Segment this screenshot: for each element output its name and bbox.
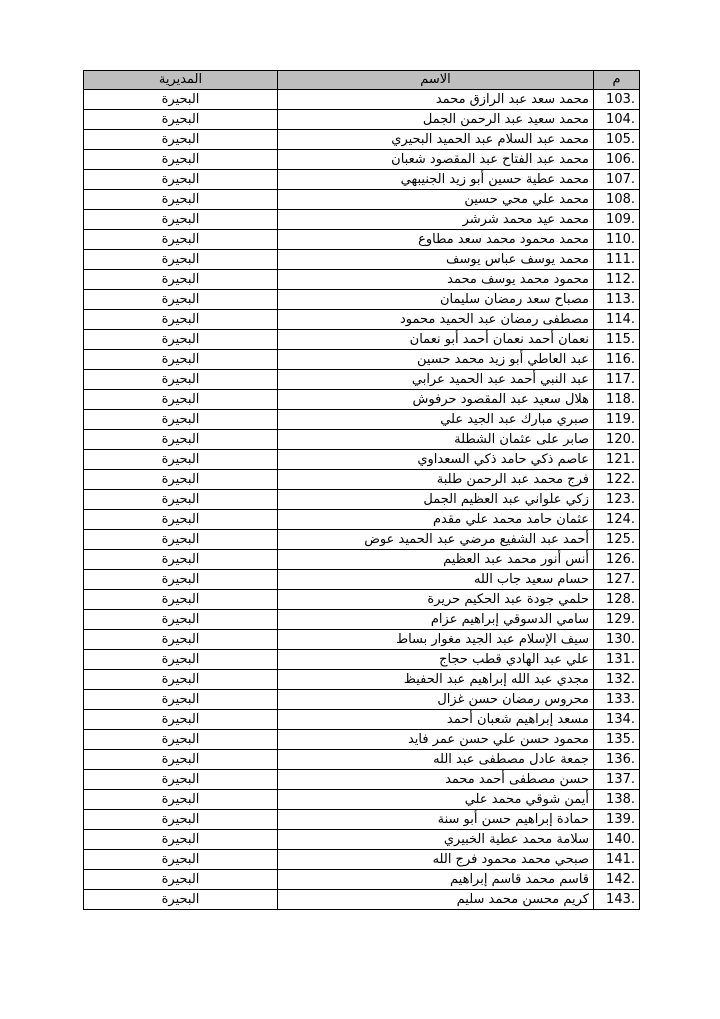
row-directorate: البحيرة: [84, 350, 278, 370]
row-directorate: البحيرة: [84, 550, 278, 570]
row-directorate: البحيرة: [84, 610, 278, 630]
row-name: عثمان حامد محمد علي مقدم: [278, 510, 594, 530]
row-number: 128.: [594, 590, 640, 610]
row-number: 107.: [594, 170, 640, 190]
row-directorate: البحيرة: [84, 490, 278, 510]
table-row: [84, 610, 640, 630]
row-number: 125.: [594, 530, 640, 550]
table-row: [84, 710, 640, 730]
row-name: حسن مصطفى أحمد محمد: [278, 770, 594, 790]
row-name: أحمد عبد الشفيع مرضي عبد الحميد عوض: [278, 530, 594, 550]
row-name: مسعد إبراهيم شعبان أحمد: [278, 710, 594, 730]
row-name: محروس رمضان حسن غزال: [278, 690, 594, 710]
row-name: سلامة محمد عطية الخبيري: [278, 830, 594, 850]
table-row: [84, 230, 640, 250]
table-row: [84, 90, 640, 110]
row-number: 127.: [594, 570, 640, 590]
table-row: [84, 190, 640, 210]
table-row: [84, 550, 640, 570]
row-number: 124.: [594, 510, 640, 530]
row-name: سيف الإسلام عبد الجيد مغوار بساط: [278, 630, 594, 650]
row-directorate: البحيرة: [84, 670, 278, 690]
row-directorate: البحيرة: [84, 470, 278, 490]
row-number: 110.: [594, 230, 640, 250]
table-row: [84, 430, 640, 450]
row-name: صبري مبارك عبد الجيد علي: [278, 410, 594, 430]
header-row: [84, 71, 640, 90]
row-name: عبد النبي أحمد عبد الحميد عرابي: [278, 370, 594, 390]
table-row: [84, 830, 640, 850]
row-name: محمد عبد الفتاح عبد المقصود شعبان: [278, 150, 594, 170]
table-row: [84, 310, 640, 330]
row-name: أيمن شوقي محمد علي: [278, 790, 594, 810]
table-header: [84, 71, 640, 90]
table-row: [84, 370, 640, 390]
row-directorate: البحيرة: [84, 830, 278, 850]
table-row: [84, 870, 640, 890]
table-row: [84, 670, 640, 690]
row-number: 142.: [594, 870, 640, 890]
row-name: عاصم ذكي حامد ذكي السعداوي: [278, 450, 594, 470]
row-number: 139.: [594, 810, 640, 830]
row-name: جمعة عادل مصطفى عبد الله: [278, 750, 594, 770]
row-directorate: البحيرة: [84, 430, 278, 450]
row-name: محمود محمد يوسف محمد: [278, 270, 594, 290]
row-name: حلمي جودة عبد الحكيم حريرة: [278, 590, 594, 610]
row-directorate: البحيرة: [84, 590, 278, 610]
row-number: 121.: [594, 450, 640, 470]
row-directorate: البحيرة: [84, 250, 278, 270]
row-name: محمد عبد السلام عبد الحميد البحيري: [278, 130, 594, 150]
row-directorate: البحيرة: [84, 390, 278, 410]
row-name: محمد سعيد عبد الرحمن الجمل: [278, 110, 594, 130]
row-name: مصباح سعد رمضان سليمان: [278, 290, 594, 310]
row-name: مجدي عبد الله إبراهيم عبد الحفيظ: [278, 670, 594, 690]
row-number: 132.: [594, 670, 640, 690]
row-number: 111.: [594, 250, 640, 270]
row-name: كريم محسن محمد سليم: [278, 890, 594, 910]
row-directorate: البحيرة: [84, 210, 278, 230]
row-number: 122.: [594, 470, 640, 490]
row-name: محمد سعد عبد الرازق محمد: [278, 90, 594, 110]
table-row: [84, 890, 640, 910]
row-number: 141.: [594, 850, 640, 870]
row-number: 131.: [594, 650, 640, 670]
row-number: 120.: [594, 430, 640, 450]
table-row: [84, 390, 640, 410]
row-directorate: البحيرة: [84, 750, 278, 770]
row-number: 106.: [594, 150, 640, 170]
table-row: [84, 530, 640, 550]
table-row: [84, 110, 640, 130]
row-directorate: البحيرة: [84, 890, 278, 910]
row-number: 108.: [594, 190, 640, 210]
roster-table: [83, 70, 640, 910]
row-number: 130.: [594, 630, 640, 650]
row-directorate: البحيرة: [84, 370, 278, 390]
row-number: 112.: [594, 270, 640, 290]
row-name: حسام سعيد جاب الله: [278, 570, 594, 590]
row-number: 109.: [594, 210, 640, 230]
table-row: [84, 730, 640, 750]
table-body: [84, 90, 640, 910]
row-directorate: البحيرة: [84, 690, 278, 710]
row-directorate: البحيرة: [84, 870, 278, 890]
row-directorate: البحيرة: [84, 150, 278, 170]
row-number: 123.: [594, 490, 640, 510]
row-name: محمود حسن علي حسن عمر فايد: [278, 730, 594, 750]
row-directorate: البحيرة: [84, 170, 278, 190]
row-name: قاسم محمد قاسم إبراهيم: [278, 870, 594, 890]
row-number: 114.: [594, 310, 640, 330]
row-name: محمد يوسف عباس يوسف: [278, 250, 594, 270]
row-number: 134.: [594, 710, 640, 730]
row-directorate: البحيرة: [84, 650, 278, 670]
row-directorate: البحيرة: [84, 810, 278, 830]
row-directorate: البحيرة: [84, 330, 278, 350]
row-number: 129.: [594, 610, 640, 630]
row-number: 103.: [594, 90, 640, 110]
table-row: [84, 630, 640, 650]
table-row: [84, 490, 640, 510]
table-row: [84, 330, 640, 350]
row-number: 104.: [594, 110, 640, 130]
row-name: محمد عطية حسين أبو زيد الجنيبهي: [278, 170, 594, 190]
table-row: [84, 170, 640, 190]
table-row: [84, 770, 640, 790]
row-number: 105.: [594, 130, 640, 150]
row-number: 118.: [594, 390, 640, 410]
row-number: 136.: [594, 750, 640, 770]
table-row: [84, 130, 640, 150]
header-directorate: المديرية: [84, 71, 278, 90]
row-number: 133.: [594, 690, 640, 710]
table-row: [84, 590, 640, 610]
row-name: فرج محمد عبد الرحمن طلبة: [278, 470, 594, 490]
row-name: أنس أنور محمد عبد العظيم: [278, 550, 594, 570]
row-number: 117.: [594, 370, 640, 390]
row-directorate: البحيرة: [84, 270, 278, 290]
row-directorate: البحيرة: [84, 230, 278, 250]
header-name: الاسم: [278, 71, 594, 90]
row-directorate: البحيرة: [84, 90, 278, 110]
row-name: محمد محمود محمد سعد مطاوع: [278, 230, 594, 250]
table-row: [84, 350, 640, 370]
table-row: [84, 790, 640, 810]
table-row: [84, 650, 640, 670]
table-row: [84, 410, 640, 430]
row-directorate: البحيرة: [84, 790, 278, 810]
row-directorate: البحيرة: [84, 510, 278, 530]
row-directorate: البحيرة: [84, 630, 278, 650]
table-row: [84, 150, 640, 170]
row-name: هلال سعيد عبد المقصود حرفوش: [278, 390, 594, 410]
row-name: سامي الدسوقي إبراهيم عزام: [278, 610, 594, 630]
row-name: عبد العاطي أبو زيد محمد حسين: [278, 350, 594, 370]
row-name: نعمان أحمد نعمان أحمد أبو نعمان: [278, 330, 594, 350]
row-number: 143.: [594, 890, 640, 910]
row-directorate: البحيرة: [84, 710, 278, 730]
row-name: محمد علي محي حسين: [278, 190, 594, 210]
table-row: [84, 750, 640, 770]
row-name: حمادة إبراهيم حسن أبو سنة: [278, 810, 594, 830]
row-name: محمد عيد محمد شرشر: [278, 210, 594, 230]
row-number: 140.: [594, 830, 640, 850]
row-name: صبحي محمد محمود فرج الله: [278, 850, 594, 870]
row-directorate: البحيرة: [84, 450, 278, 470]
row-number: 138.: [594, 790, 640, 810]
table-row: [84, 210, 640, 230]
table-row: [84, 270, 640, 290]
table-row: [84, 570, 640, 590]
table-row: [84, 810, 640, 830]
row-number: 137.: [594, 770, 640, 790]
row-directorate: البحيرة: [84, 730, 278, 750]
row-directorate: البحيرة: [84, 770, 278, 790]
row-directorate: البحيرة: [84, 130, 278, 150]
table-row: [84, 250, 640, 270]
row-directorate: البحيرة: [84, 410, 278, 430]
row-number: 113.: [594, 290, 640, 310]
row-directorate: البحيرة: [84, 530, 278, 550]
row-number: 115.: [594, 330, 640, 350]
table-row: [84, 510, 640, 530]
table-row: [84, 450, 640, 470]
table-row: [84, 470, 640, 490]
row-number: 116.: [594, 350, 640, 370]
row-directorate: البحيرة: [84, 310, 278, 330]
table-row: [84, 290, 640, 310]
row-number: 126.: [594, 550, 640, 570]
row-number: 119.: [594, 410, 640, 430]
row-directorate: البحيرة: [84, 290, 278, 310]
row-directorate: البحيرة: [84, 110, 278, 130]
table-row: [84, 690, 640, 710]
header-number: م: [594, 71, 640, 90]
row-name: صابر على عثمان الشطلة: [278, 430, 594, 450]
table-row: [84, 850, 640, 870]
row-name: مصطفى رمضان عبد الحميد محمود: [278, 310, 594, 330]
row-directorate: البحيرة: [84, 570, 278, 590]
row-directorate: البحيرة: [84, 850, 278, 870]
row-number: 135.: [594, 730, 640, 750]
row-directorate: البحيرة: [84, 190, 278, 210]
row-name: علي عبد الهادي قطب حجاج: [278, 650, 594, 670]
row-name: زكي علواني عبد العظيم الجمل: [278, 490, 594, 510]
